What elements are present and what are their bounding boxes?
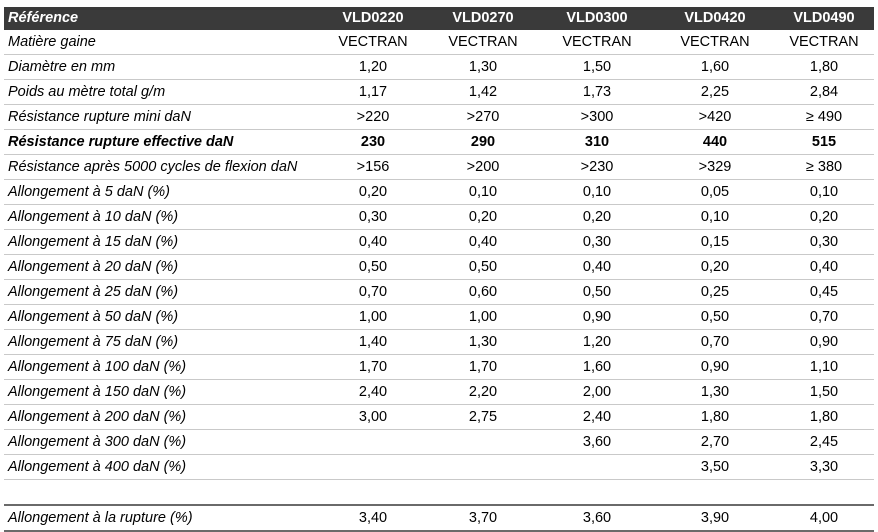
cell-value: 1,80 bbox=[774, 55, 874, 80]
cell-value: 2,20 bbox=[428, 380, 538, 405]
cell-value: 0,90 bbox=[774, 330, 874, 355]
cell-value: 3,40 bbox=[318, 505, 428, 531]
cell-value: 2,00 bbox=[538, 380, 656, 405]
cell-value bbox=[318, 430, 428, 455]
cell-value bbox=[318, 455, 428, 480]
table-row bbox=[4, 155, 874, 180]
cell-value: 3,00 bbox=[318, 405, 428, 430]
cell-value: 1,50 bbox=[774, 380, 874, 405]
cell-value: 3,60 bbox=[538, 430, 656, 455]
cell-value: 290 bbox=[428, 130, 538, 155]
cell-value: 2,45 bbox=[774, 430, 874, 455]
cell-value: 0,70 bbox=[656, 330, 774, 355]
cell-value: 1,50 bbox=[538, 55, 656, 80]
row-label: Allongement à 200 daN (%) bbox=[4, 405, 318, 430]
cell-value: 1,42 bbox=[428, 80, 538, 105]
cell-value: 4,00 bbox=[774, 505, 874, 531]
cell-value: VECTRAN bbox=[538, 30, 656, 55]
cell-value: 0,50 bbox=[656, 305, 774, 330]
cell-value: VECTRAN bbox=[318, 30, 428, 55]
table-row bbox=[4, 205, 874, 230]
cell-value: 1,30 bbox=[428, 55, 538, 80]
table-row bbox=[4, 330, 874, 355]
cell-value: VECTRAN bbox=[656, 30, 774, 55]
cell-value: >230 bbox=[538, 155, 656, 180]
row-label: Résistance rupture effective daN bbox=[4, 130, 318, 155]
table-row bbox=[4, 430, 874, 455]
row-label: Allongement à 5 daN (%) bbox=[4, 180, 318, 205]
cell-value: 3,50 bbox=[656, 455, 774, 480]
cell-value: VECTRAN bbox=[774, 30, 874, 55]
cell-value: 0,30 bbox=[318, 205, 428, 230]
cell-value: 2,40 bbox=[538, 405, 656, 430]
table-row bbox=[4, 230, 874, 255]
table-row bbox=[4, 80, 874, 105]
header-column: VLD0270 bbox=[428, 7, 538, 30]
cell-value: 0,60 bbox=[428, 280, 538, 305]
empty-cell bbox=[656, 480, 774, 506]
cell-value: 1,60 bbox=[656, 55, 774, 80]
cell-value: 230 bbox=[318, 130, 428, 155]
cell-value: 0,10 bbox=[656, 205, 774, 230]
row-label: Allongement à la rupture (%) bbox=[4, 505, 318, 531]
cell-value: 0,50 bbox=[538, 280, 656, 305]
cell-value: 3,70 bbox=[428, 505, 538, 531]
empty-cell bbox=[428, 480, 538, 506]
cell-value: >220 bbox=[318, 105, 428, 130]
row-label: Allongement à 400 daN (%) bbox=[4, 455, 318, 480]
table-row bbox=[4, 305, 874, 330]
cell-value: 1,80 bbox=[656, 405, 774, 430]
cell-value: 310 bbox=[538, 130, 656, 155]
cell-value: >156 bbox=[318, 155, 428, 180]
table-row bbox=[4, 380, 874, 405]
cell-value: 0,40 bbox=[428, 230, 538, 255]
cell-value: 3,30 bbox=[774, 455, 874, 480]
cell-value: 0,20 bbox=[774, 205, 874, 230]
cell-value: 2,40 bbox=[318, 380, 428, 405]
cell-value: 1,20 bbox=[538, 330, 656, 355]
cell-value bbox=[428, 455, 538, 480]
cell-value: 1,17 bbox=[318, 80, 428, 105]
row-label: Allongement à 100 daN (%) bbox=[4, 355, 318, 380]
row-label: Résistance rupture mini daN bbox=[4, 105, 318, 130]
cell-value: ≥ 490 bbox=[774, 105, 874, 130]
cell-value: 1,10 bbox=[774, 355, 874, 380]
cell-value: >270 bbox=[428, 105, 538, 130]
table-row bbox=[4, 30, 874, 55]
cell-value: >300 bbox=[538, 105, 656, 130]
row-label: Allongement à 50 daN (%) bbox=[4, 305, 318, 330]
cell-value: 0,10 bbox=[428, 180, 538, 205]
row-label: Allongement à 15 daN (%) bbox=[4, 230, 318, 255]
cell-value: 0,50 bbox=[428, 255, 538, 280]
table-row bbox=[4, 505, 874, 531]
cell-value: 2,75 bbox=[428, 405, 538, 430]
table-row bbox=[4, 405, 874, 430]
table-header-row bbox=[4, 7, 874, 30]
cell-value: >329 bbox=[656, 155, 774, 180]
cell-value: 0,40 bbox=[774, 255, 874, 280]
cell-value: 1,00 bbox=[318, 305, 428, 330]
cell-value: 2,70 bbox=[656, 430, 774, 455]
row-label: Allongement à 150 daN (%) bbox=[4, 380, 318, 405]
header-column: VLD0300 bbox=[538, 7, 656, 30]
table-row bbox=[4, 255, 874, 280]
cell-value: VECTRAN bbox=[428, 30, 538, 55]
header-reference-label: Référence bbox=[4, 7, 318, 30]
header-column: VLD0220 bbox=[318, 7, 428, 30]
table-row bbox=[4, 355, 874, 380]
cell-value: 515 bbox=[774, 130, 874, 155]
cell-value: 0,20 bbox=[318, 180, 428, 205]
table-row bbox=[4, 455, 874, 480]
cell-value: 1,70 bbox=[428, 355, 538, 380]
cell-value: 0,20 bbox=[656, 255, 774, 280]
table-row bbox=[4, 55, 874, 80]
row-label: Allongement à 75 daN (%) bbox=[4, 330, 318, 355]
cell-value: 0,20 bbox=[428, 205, 538, 230]
cell-value: >200 bbox=[428, 155, 538, 180]
cell-value: 1,40 bbox=[318, 330, 428, 355]
cell-value: >420 bbox=[656, 105, 774, 130]
cell-value: 1,20 bbox=[318, 55, 428, 80]
empty-cell bbox=[538, 480, 656, 506]
table-row bbox=[4, 180, 874, 205]
cell-value: 0,30 bbox=[538, 230, 656, 255]
cell-value bbox=[538, 455, 656, 480]
empty-cell bbox=[318, 480, 428, 506]
empty-cell bbox=[774, 480, 874, 506]
row-label: Allongement à 25 daN (%) bbox=[4, 280, 318, 305]
table-row bbox=[4, 105, 874, 130]
table-row bbox=[4, 280, 874, 305]
spacer-row bbox=[4, 480, 874, 506]
cell-value: 0,90 bbox=[538, 305, 656, 330]
cell-value: 1,30 bbox=[656, 380, 774, 405]
cell-value: 0,45 bbox=[774, 280, 874, 305]
cell-value: 0,15 bbox=[656, 230, 774, 255]
cell-value: 1,70 bbox=[318, 355, 428, 380]
row-label: Allongement à 10 daN (%) bbox=[4, 205, 318, 230]
row-label: Allongement à 300 daN (%) bbox=[4, 430, 318, 455]
cell-value: 0,40 bbox=[318, 230, 428, 255]
cell-value: 1,80 bbox=[774, 405, 874, 430]
cell-value: 1,30 bbox=[428, 330, 538, 355]
cell-value: 1,00 bbox=[428, 305, 538, 330]
header-column: VLD0420 bbox=[656, 7, 774, 30]
row-label: Matière gaine bbox=[4, 30, 318, 55]
cell-value: 440 bbox=[656, 130, 774, 155]
empty-cell bbox=[4, 480, 318, 506]
cell-value: 1,73 bbox=[538, 80, 656, 105]
header-column: VLD0490 bbox=[774, 7, 874, 30]
cell-value: ≥ 380 bbox=[774, 155, 874, 180]
cell-value bbox=[428, 430, 538, 455]
cell-value: 0,40 bbox=[538, 255, 656, 280]
cell-value: 0,30 bbox=[774, 230, 874, 255]
table-row bbox=[4, 130, 874, 155]
cell-value: 2,84 bbox=[774, 80, 874, 105]
cell-value: 3,90 bbox=[656, 505, 774, 531]
cell-value: 0,50 bbox=[318, 255, 428, 280]
cell-value: 0,05 bbox=[656, 180, 774, 205]
cell-value: 0,10 bbox=[774, 180, 874, 205]
cell-value: 0,70 bbox=[318, 280, 428, 305]
cell-value: 1,60 bbox=[538, 355, 656, 380]
cell-value: 0,90 bbox=[656, 355, 774, 380]
cell-value: 3,60 bbox=[538, 505, 656, 531]
row-label: Résistance après 5000 cycles de flexion daN bbox=[4, 155, 318, 180]
cell-value: 0,20 bbox=[538, 205, 656, 230]
row-label: Poids au mètre total g/m bbox=[4, 80, 318, 105]
cell-value: 2,25 bbox=[656, 80, 774, 105]
row-label: Diamètre en mm bbox=[4, 55, 318, 80]
cell-value: 0,10 bbox=[538, 180, 656, 205]
row-label: Allongement à 20 daN (%) bbox=[4, 255, 318, 280]
cell-value: 0,70 bbox=[774, 305, 874, 330]
specification-table bbox=[4, 7, 874, 532]
cell-value: 0,25 bbox=[656, 280, 774, 305]
